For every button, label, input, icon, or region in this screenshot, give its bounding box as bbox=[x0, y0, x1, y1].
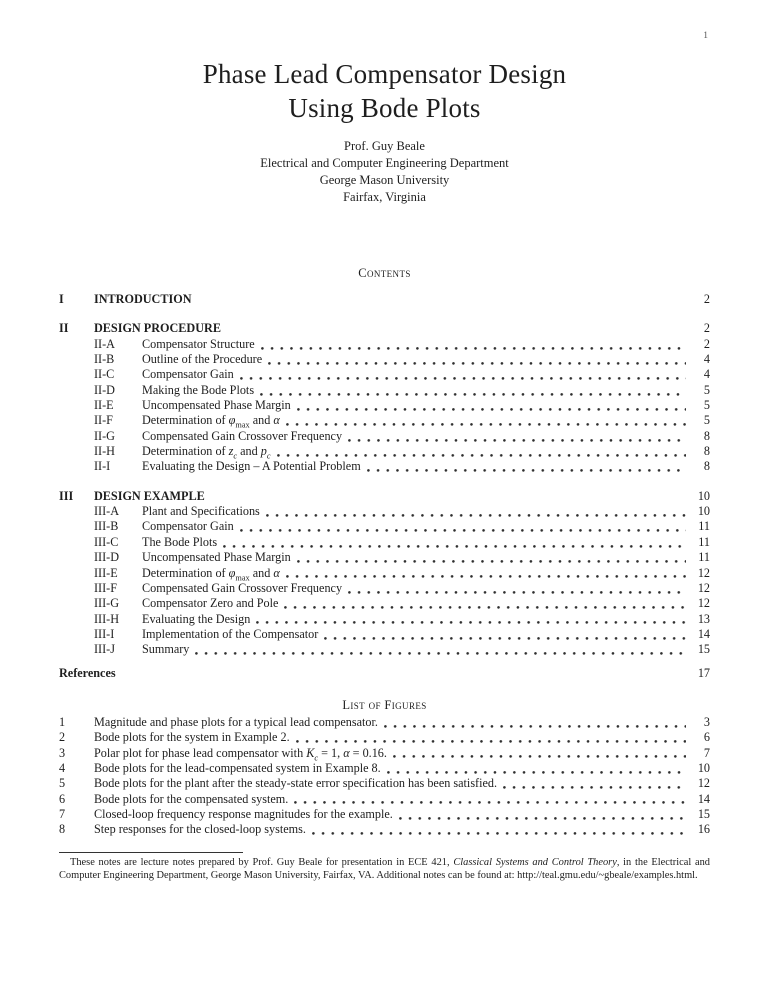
author-name: Prof. Guy Beale bbox=[344, 139, 425, 153]
toc-subsection-label: II-H bbox=[94, 444, 115, 459]
figure-page-number: 10 bbox=[697, 760, 710, 775]
toc-subsection-row bbox=[59, 459, 710, 474]
toc-subsection-label: III-E bbox=[94, 565, 118, 580]
leader-dots bbox=[240, 528, 686, 533]
toc-subsection-label: III-J bbox=[94, 642, 115, 657]
leader-dots bbox=[387, 770, 686, 775]
toc-page-number: 12 bbox=[697, 565, 710, 580]
toc-subsection-label: II-I bbox=[94, 459, 111, 474]
leader-dots bbox=[284, 605, 686, 610]
leader-dots bbox=[367, 468, 686, 473]
toc-section-list bbox=[59, 292, 710, 658]
toc-section-number: II bbox=[59, 321, 69, 336]
toc-section-number: I bbox=[59, 292, 64, 306]
figure-caption: Bode plots for the lead-compensated system in Example 8. bbox=[94, 760, 381, 775]
toc-subsection-title: Determination of $\varphi_{max}$ and α bbox=[142, 413, 280, 430]
leader-dots bbox=[277, 453, 686, 458]
toc-subsection-label: II-B bbox=[94, 352, 115, 367]
toc-subsection-label: II-C bbox=[94, 367, 115, 382]
toc-page-number: 4 bbox=[703, 352, 710, 367]
toc-page-number: 4 bbox=[703, 367, 710, 382]
toc-subsection-title: Uncompensated Phase Margin bbox=[142, 550, 291, 565]
toc-subsection-row bbox=[59, 444, 710, 459]
toc-subsection-label: II-D bbox=[94, 382, 115, 397]
author-location: Fairfax, Virginia bbox=[343, 190, 426, 204]
toc-subsection-label: III-G bbox=[94, 596, 120, 611]
figure-page-number: 12 bbox=[697, 776, 710, 791]
leader-dots bbox=[503, 785, 686, 790]
toc-subsection-label: III-I bbox=[94, 626, 115, 641]
leader-dots bbox=[294, 800, 686, 805]
paper-title bbox=[59, 0, 710, 125]
toc-page-number: 12 bbox=[697, 596, 710, 611]
toc-subsection-title: Making the Bode Plots bbox=[142, 382, 255, 397]
toc-subsection-label: II-G bbox=[94, 428, 115, 443]
toc-subsection-title: Implementation of the Compensator bbox=[142, 626, 319, 641]
leader-dots bbox=[240, 376, 686, 381]
toc-section-title: DESIGN EXAMPLE bbox=[94, 488, 205, 503]
toc-subsection-title: Evaluating the Design – A Potential Problem bbox=[142, 459, 361, 474]
figure-row bbox=[59, 715, 710, 730]
toc-subsection-row bbox=[59, 398, 710, 413]
figure-number: 3 bbox=[59, 745, 66, 760]
toc-subsection-row bbox=[59, 504, 710, 519]
toc-subsection-label: II-A bbox=[94, 336, 115, 351]
figure-caption: Polar plot for phase lead compensator with $K_c = 1$, α = 0.16. bbox=[94, 745, 387, 763]
toc-subsection-label: III-D bbox=[94, 550, 120, 565]
figure-row bbox=[59, 730, 710, 745]
toc-page-number: 2 bbox=[703, 321, 710, 336]
figure-caption: Step responses for the closed-loop systems. bbox=[94, 822, 306, 837]
toc-page-number: 14 bbox=[697, 626, 710, 641]
toc-page-number: 10 bbox=[697, 488, 710, 503]
toc-subsection-label: III-H bbox=[94, 611, 120, 626]
toc-subsection-row bbox=[59, 367, 710, 382]
author-block bbox=[59, 138, 710, 206]
toc-subsection-title: Compensated Gain Crossover Frequency bbox=[142, 428, 343, 443]
toc-page-number: 11 bbox=[698, 550, 710, 565]
figure-number: 7 bbox=[59, 806, 66, 821]
toc-section-row bbox=[59, 292, 710, 307]
figure-page-number: 15 bbox=[697, 806, 710, 821]
leader-dots bbox=[348, 438, 686, 443]
toc-subsection-title: Plant and Specifications bbox=[142, 504, 260, 519]
toc-subsection-label: III-F bbox=[94, 580, 118, 595]
figure-row bbox=[59, 822, 710, 837]
toc-page-number: 5 bbox=[703, 382, 710, 397]
footnote-rule bbox=[59, 852, 243, 853]
toc-page-number: 10 bbox=[697, 504, 710, 519]
toc-page-number: 11 bbox=[698, 534, 710, 549]
toc-page-number: 8 bbox=[703, 428, 710, 443]
toc-subsection-row bbox=[59, 642, 710, 657]
toc-page-number: 2 bbox=[703, 292, 710, 306]
toc-page-number: 15 bbox=[697, 642, 710, 657]
figure-caption: Bode plots for the compensated system. bbox=[94, 791, 289, 806]
leader-dots bbox=[260, 392, 686, 397]
toc-section-number: III bbox=[59, 488, 74, 503]
toc-subsection-row bbox=[59, 550, 710, 565]
figure-page-number: 14 bbox=[697, 791, 710, 806]
figure-number: 6 bbox=[59, 791, 66, 806]
leader-dots bbox=[384, 724, 686, 729]
toc-page-number: 13 bbox=[697, 611, 710, 626]
leader-dots bbox=[296, 739, 686, 744]
leader-dots bbox=[286, 422, 686, 427]
toc-subsection-title: Compensator Gain bbox=[142, 367, 234, 382]
toc-subsection-title: Compensator Gain bbox=[142, 519, 234, 534]
toc-subsection-title: Outline of the Procedure bbox=[142, 352, 263, 367]
toc-subsection-row bbox=[59, 413, 710, 428]
leader-dots bbox=[256, 620, 686, 625]
contents-heading: Contents bbox=[358, 266, 411, 280]
leader-dots bbox=[399, 816, 686, 821]
leader-dots bbox=[297, 407, 686, 412]
author-university: George Mason University bbox=[319, 173, 450, 187]
leader-dots bbox=[195, 651, 686, 656]
figure-page-number: 7 bbox=[703, 745, 710, 760]
toc-subsection-title: Compensator Structure bbox=[142, 336, 255, 351]
figure-list bbox=[59, 715, 710, 838]
toc-subsection-title: Determination of $\varphi_{max}$ and α bbox=[142, 565, 280, 582]
figure-row bbox=[59, 807, 710, 822]
leader-dots bbox=[223, 544, 686, 549]
figure-caption: Closed-loop frequency response magnitudes for the example. bbox=[94, 806, 393, 821]
figure-caption: Bode plots for the system in Example 2. bbox=[94, 730, 290, 745]
figure-page-number: 16 bbox=[697, 822, 710, 837]
leader-dots bbox=[297, 559, 686, 564]
toc-subsection-row bbox=[59, 612, 710, 627]
toc-subsection-title: Evaluating the Design bbox=[142, 611, 251, 626]
toc-section-group bbox=[59, 321, 710, 474]
figure-page-number: 3 bbox=[703, 714, 710, 729]
toc-subsection-label: II-F bbox=[94, 413, 113, 428]
leader-dots bbox=[348, 590, 686, 595]
paper-title-line-2: Using Bode Plots bbox=[288, 93, 481, 123]
toc-subsection-title: Summary bbox=[142, 642, 190, 657]
toc-page-number: 5 bbox=[703, 398, 710, 413]
references-label: References bbox=[59, 665, 116, 680]
paper-title-line-1: Phase Lead Compensator Design bbox=[202, 59, 567, 89]
leader-dots bbox=[268, 361, 686, 366]
figure-number: 4 bbox=[59, 760, 66, 775]
toc-subsection-title: Compensated Gain Crossover Frequency bbox=[142, 580, 343, 595]
leader-dots bbox=[286, 574, 686, 579]
figure-page-number: 6 bbox=[703, 730, 710, 745]
leader-dots bbox=[393, 754, 686, 759]
figure-number: 8 bbox=[59, 822, 66, 837]
toc-subsection-row bbox=[59, 535, 710, 550]
toc-subsection-row bbox=[59, 566, 710, 581]
figure-number: 1 bbox=[59, 714, 66, 729]
toc-subsection-row bbox=[59, 596, 710, 611]
toc-page-number: 11 bbox=[698, 519, 710, 534]
toc-page-number: 12 bbox=[697, 580, 710, 595]
toc-section-row bbox=[59, 489, 710, 504]
leader-dots bbox=[261, 346, 686, 351]
toc-page-number: 5 bbox=[703, 413, 710, 428]
footnote bbox=[59, 852, 710, 882]
toc-subsection-row bbox=[59, 429, 710, 444]
figure-number: 2 bbox=[59, 730, 66, 745]
figure-row bbox=[59, 761, 710, 776]
toc-subsection-row bbox=[59, 383, 710, 398]
toc-subsection-title: Compensator Zero and Pole bbox=[142, 596, 279, 611]
toc-subsection-title: Determination of $z_c$ and $p_c$ bbox=[142, 444, 271, 461]
leader-dots bbox=[312, 831, 686, 836]
author-department: Electrical and Computer Engineering Department bbox=[260, 156, 509, 170]
toc-subsection-row bbox=[59, 519, 710, 534]
figure-row bbox=[59, 776, 710, 791]
toc-section-title: DESIGN PROCEDURE bbox=[94, 321, 221, 336]
toc-subsection-label: III-C bbox=[94, 534, 119, 549]
figure-row bbox=[59, 746, 710, 761]
toc-subsection-label: III-A bbox=[94, 504, 120, 519]
footnote-text: These notes are lecture notes prepared by Prof. Guy Beale for presentation in ECE 421, Classical Systems and Control Theory, in the Electrical and Computer Engineering Department, George Mason University, Fairfax, VA. Additional notes can be found at: http://teal.gmu.edu/~gbeale/examples.html. bbox=[59, 857, 710, 881]
toc-page-number: 8 bbox=[703, 444, 710, 459]
toc-section-row bbox=[59, 321, 710, 336]
toc-page-number: 2 bbox=[703, 336, 710, 351]
figure-caption: Bode plots for the plant after the steady-state error specification has been satisfied. bbox=[94, 776, 498, 791]
toc-section-group bbox=[59, 292, 710, 307]
toc-subsection-row bbox=[59, 337, 710, 352]
toc-subsection-row bbox=[59, 352, 710, 367]
leader-dots bbox=[266, 513, 686, 518]
figure-caption: Magnitude and phase plots for a typical lead compensator. bbox=[94, 714, 378, 729]
references-row bbox=[59, 666, 710, 681]
toc-subsection-row bbox=[59, 627, 710, 642]
toc-subsection-label: III-B bbox=[94, 519, 119, 534]
toc-subsection-row bbox=[59, 581, 710, 596]
references-page-number: 17 bbox=[697, 665, 710, 680]
toc-subsection-title: Uncompensated Phase Margin bbox=[142, 398, 291, 413]
leader-dots bbox=[324, 636, 686, 641]
toc-subsection-title: The Bode Plots bbox=[142, 534, 218, 549]
list-of-figures-heading: List of Figures bbox=[342, 697, 427, 712]
toc-subsection-label: II-E bbox=[94, 398, 114, 413]
page-number: 1 bbox=[703, 31, 708, 41]
figure-row bbox=[59, 792, 710, 807]
toc-section-title: INTRODUCTION bbox=[94, 292, 192, 306]
figure-number: 5 bbox=[59, 776, 66, 791]
toc-section-group bbox=[59, 489, 710, 658]
toc-page-number: 8 bbox=[703, 459, 710, 474]
